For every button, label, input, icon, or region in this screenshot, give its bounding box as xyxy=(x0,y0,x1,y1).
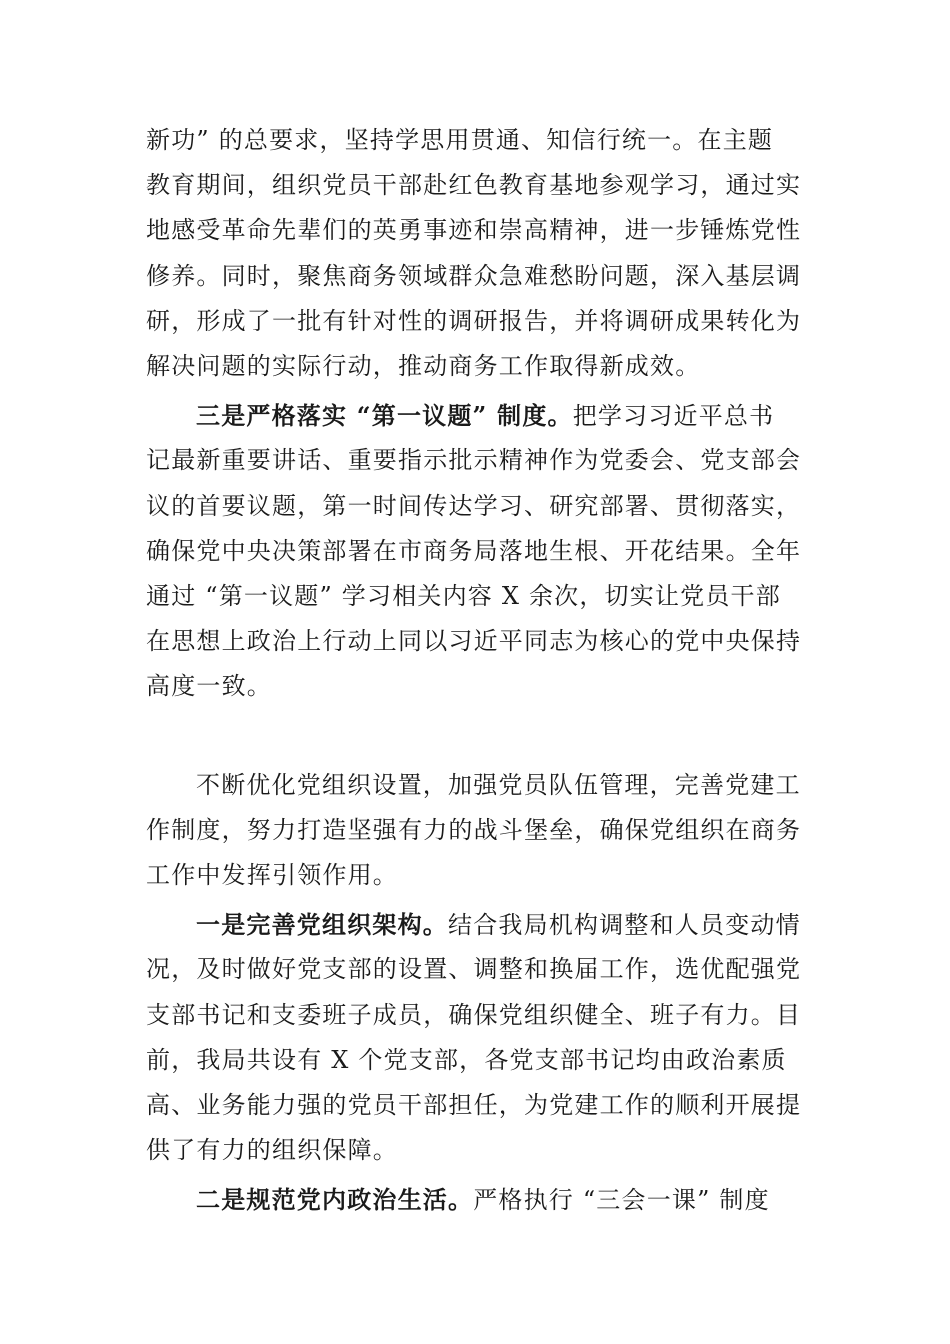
text-line: 不断优化党组织设置，加强党员队伍管理，完善党建工 xyxy=(196,770,801,799)
text-span: 结合我局机构调整和人员变动情 xyxy=(448,911,801,940)
paragraph-lead: 二是规范党内政治生活。 xyxy=(196,1185,474,1215)
paragraph-lead: 一是完善党组织架构。 xyxy=(196,910,448,940)
document-page xyxy=(146,118,810,1223)
text-line: 工作中发挥引领作用。 xyxy=(146,861,398,889)
text-line: 议的首要议题，第一时间传达学习、研究部署、贯彻落实， xyxy=(146,491,802,520)
section-heading xyxy=(146,713,810,758)
text-line: 高度一致。 xyxy=(146,672,272,701)
text-line xyxy=(146,1177,810,1222)
text-line: 修养。同时，聚焦商务领域群众急难愁盼问题，深入基层调 xyxy=(146,261,802,290)
text-line: 教育期间，组织党员干部赴红色教育基地参观学习，通过实 xyxy=(146,171,802,200)
text-line: 研，形成了一批有针对性的调研报告，并将调研成果转化为 xyxy=(146,306,802,335)
text-line: 供了有力的组织保障。 xyxy=(146,1136,398,1165)
text-line: 支部书记和支委班子成员，确保党组织健全、班子有力。目 xyxy=(146,1000,802,1029)
paragraph-first-agenda xyxy=(146,393,810,709)
text-span: 把学习习近平总书 xyxy=(572,402,775,431)
text-line: 高、业务能力强的党员干部担任，为党建工作的顺利开展提 xyxy=(146,1090,802,1119)
text-span: 严格执行 “三会一课” 制度 xyxy=(473,1186,770,1215)
paragraph-structure xyxy=(146,902,810,1173)
text-line: 确保党中央决策部署在市商务局落地生根、开花结果。全年 xyxy=(146,536,802,565)
text-line: 作制度，努力打造坚强有力的战斗堡垒，确保党组织在商务 xyxy=(146,815,802,844)
text-line: 解决问题的实际行动，推动商务工作取得新成效。 xyxy=(146,351,701,380)
text-line: 记最新重要讲话、重要指示批示精神作为党委会、党支部会 xyxy=(146,446,802,475)
text-line: 在思想上政治上行动上同以习近平同志为核心的党中央保持 xyxy=(146,627,802,656)
text-line xyxy=(146,902,810,947)
paragraph-political-life xyxy=(146,1177,810,1222)
text-line: 地感受革命先辈们的英勇事迹和崇高精神，进一步锤炼党性 xyxy=(146,216,802,245)
paragraph-continuation xyxy=(146,118,810,389)
text-line: 况，及时做好党支部的设置、调整和换届工作，选优配强党 xyxy=(146,955,802,984)
paragraph-intro xyxy=(146,763,810,899)
text-line: 前，我局共设有 X 个党支部，各党支部书记均由政治素质 xyxy=(146,1045,787,1074)
text-line xyxy=(146,393,810,438)
text-line: 通过 “第一议题” 学习相关内容 X 余次，切实让党员干部 xyxy=(146,581,781,610)
text-line: 新功” 的总要求，坚持学思用贯通、知信行统一。在主题 xyxy=(146,126,774,154)
paragraph-lead: 三是严格落实 “第一议题” 制度。 xyxy=(196,401,573,431)
